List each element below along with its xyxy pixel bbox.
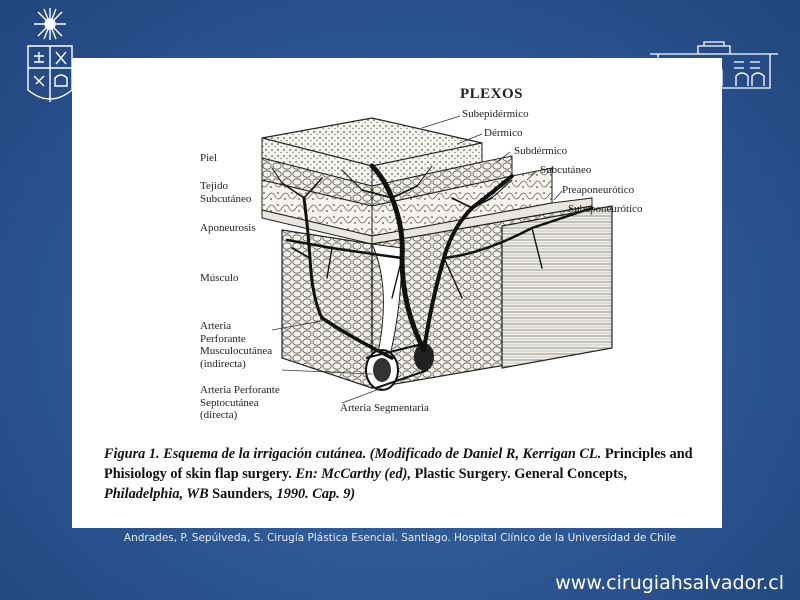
label-subepidermico: Subepidérmico — [462, 108, 529, 120]
caption-part1: Figura 1. Esquema de la irrigación cutánea. (Modificado de Daniel R, Kerrigan CL. — [104, 446, 602, 462]
plexos-title: PLEXOS — [460, 86, 524, 102]
label-arteria-septocutanea: Arteria Perforante Septocutánea (directa) — [200, 384, 280, 422]
caption-part7: , 1990. Cap. 9) — [269, 486, 356, 502]
caption-part6: Saunders — [208, 486, 270, 502]
caption-part5: Philadelphia, WB — [104, 486, 209, 502]
figure-panel — [72, 58, 722, 528]
label-arteria-segmentaria: Arteria Segmentaria — [340, 402, 429, 414]
source-credit: Andrades, P. Sepúlveda, S. Cirugía Plástica Esencial. Santiago. Hospital Clínico de la Universidad de Chile — [123, 532, 677, 544]
label-arteria-musculocutanea: Arteria Perforante Musculocutánea (indirecta) — [200, 320, 273, 370]
caption-part3: En: McCarthy (ed), — [295, 466, 412, 482]
label-preaponeurotico: Preaponeurótico — [562, 184, 635, 196]
label-musculo: Músculo — [200, 272, 239, 284]
figure-caption — [104, 444, 704, 504]
label-aponeurosis: Aponeurosis — [200, 222, 256, 234]
label-subcutaneo-plexo: Subcutáneo — [540, 164, 592, 176]
label-dermico: Dérmico — [484, 127, 523, 139]
label-subdermico: Subdérmico — [514, 145, 568, 157]
label-subaponeurotico: Subaponeurótico — [568, 203, 643, 215]
caption-part4: Plastic Surgery. General Concepts, — [411, 466, 628, 482]
skin-irrigation-diagram — [72, 58, 722, 438]
label-tejido-subcutaneo: Tejido Subcutáneo — [200, 180, 252, 205]
website-link[interactable]: www.cirugiahsalvador.cl — [555, 572, 784, 594]
label-piel: Piel — [200, 152, 218, 164]
caption-part2: Principles and Phisiology of skin flap surgery. — [104, 446, 693, 482]
university-coat-of-arms-icon — [24, 6, 76, 110]
